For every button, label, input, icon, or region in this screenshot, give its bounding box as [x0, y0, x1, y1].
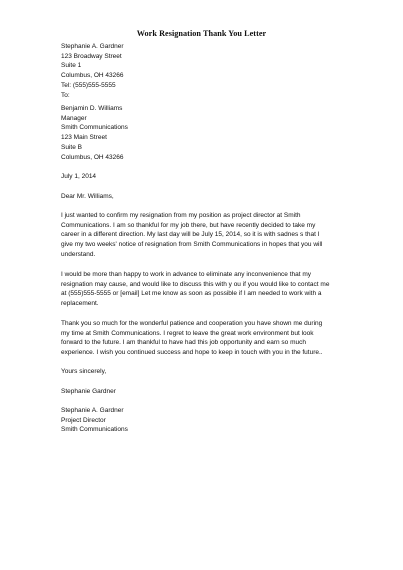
- paragraph-line: experience. I wish you continued success and hope to keep in touch with you in the future..: [61, 349, 323, 357]
- paragraph-line: career in a different direction. My last day will be July 15, 2014, so it is with sadnes s that I: [61, 231, 320, 239]
- recipient-city: Columbus, OH 43266: [61, 153, 124, 161]
- closing: Yours sincerely,: [61, 368, 107, 375]
- recipient-name: Benjamin D. Williams: [61, 105, 123, 112]
- signoff-company: Smith Communications: [61, 426, 128, 434]
- paragraph-line: Communications. I am so thankful for my job there, but have recently decided to take my: [61, 221, 316, 229]
- sender-address: [61, 42, 361, 100]
- recipient-street: 123 Main Street: [61, 134, 107, 142]
- recipient-title: Manager: [61, 114, 87, 122]
- body-paragraph-1: [61, 211, 361, 260]
- signoff-name: Stephanie A. Gardner: [61, 407, 124, 414]
- sender-tel: Tel: (555)555-5555: [61, 81, 116, 89]
- letter-title: Work Resignation Thank You Letter: [136, 29, 267, 38]
- recipient-company: Smith Communications: [61, 124, 128, 132]
- sender-street: 123 Broadway Street: [61, 52, 122, 60]
- sender-name: Stephanie A. Gardner: [61, 43, 124, 50]
- letter-date: July 1, 2014: [61, 173, 97, 180]
- body-paragraph-2: [61, 270, 361, 309]
- paragraph-line: resignation may cause, and would like to discuss this with y ou if you would like to contact me: [61, 280, 330, 288]
- paragraph-line: Thank you so much for the wonderful patience and cooperation you have shown me during: [61, 320, 323, 327]
- sender-suite: Suite 1: [61, 62, 82, 70]
- paragraph-line: I would be more than happy to work in advance to eliminate any inconvenience that my: [61, 271, 312, 278]
- sender-city: Columbus, OH 43266: [61, 72, 124, 80]
- recipient-suite: Suite B: [61, 143, 82, 151]
- paragraph-line: replacement.: [61, 300, 99, 308]
- paragraph-line: give my two weeks' notice of resignation from Smith Communications in hopes that you will: [61, 241, 323, 249]
- paragraph-line: my time at Smith Communications. I regret to leave the great work environment but look: [61, 329, 314, 337]
- salutation: Dear Mr. Williams,: [61, 193, 114, 200]
- signoff-title: Project Director: [61, 416, 106, 424]
- paragraph-line: I just wanted to confirm my resignation from my position as project director at Smith: [61, 212, 301, 219]
- to-label: To:: [61, 91, 70, 99]
- signature: Stephanie Gardner: [61, 388, 116, 395]
- paragraph-line: understand.: [61, 250, 96, 258]
- paragraph-line: forward to the future. I am thankful to have had this job opportunity and earn so much: [61, 339, 306, 347]
- signoff-block: [61, 406, 361, 435]
- body-paragraph-3: [61, 319, 361, 358]
- recipient-address: [61, 104, 361, 162]
- paragraph-line: at (555)555-5555 or [email] Let me know as soon as possible if I am needed to work with a: [61, 290, 322, 298]
